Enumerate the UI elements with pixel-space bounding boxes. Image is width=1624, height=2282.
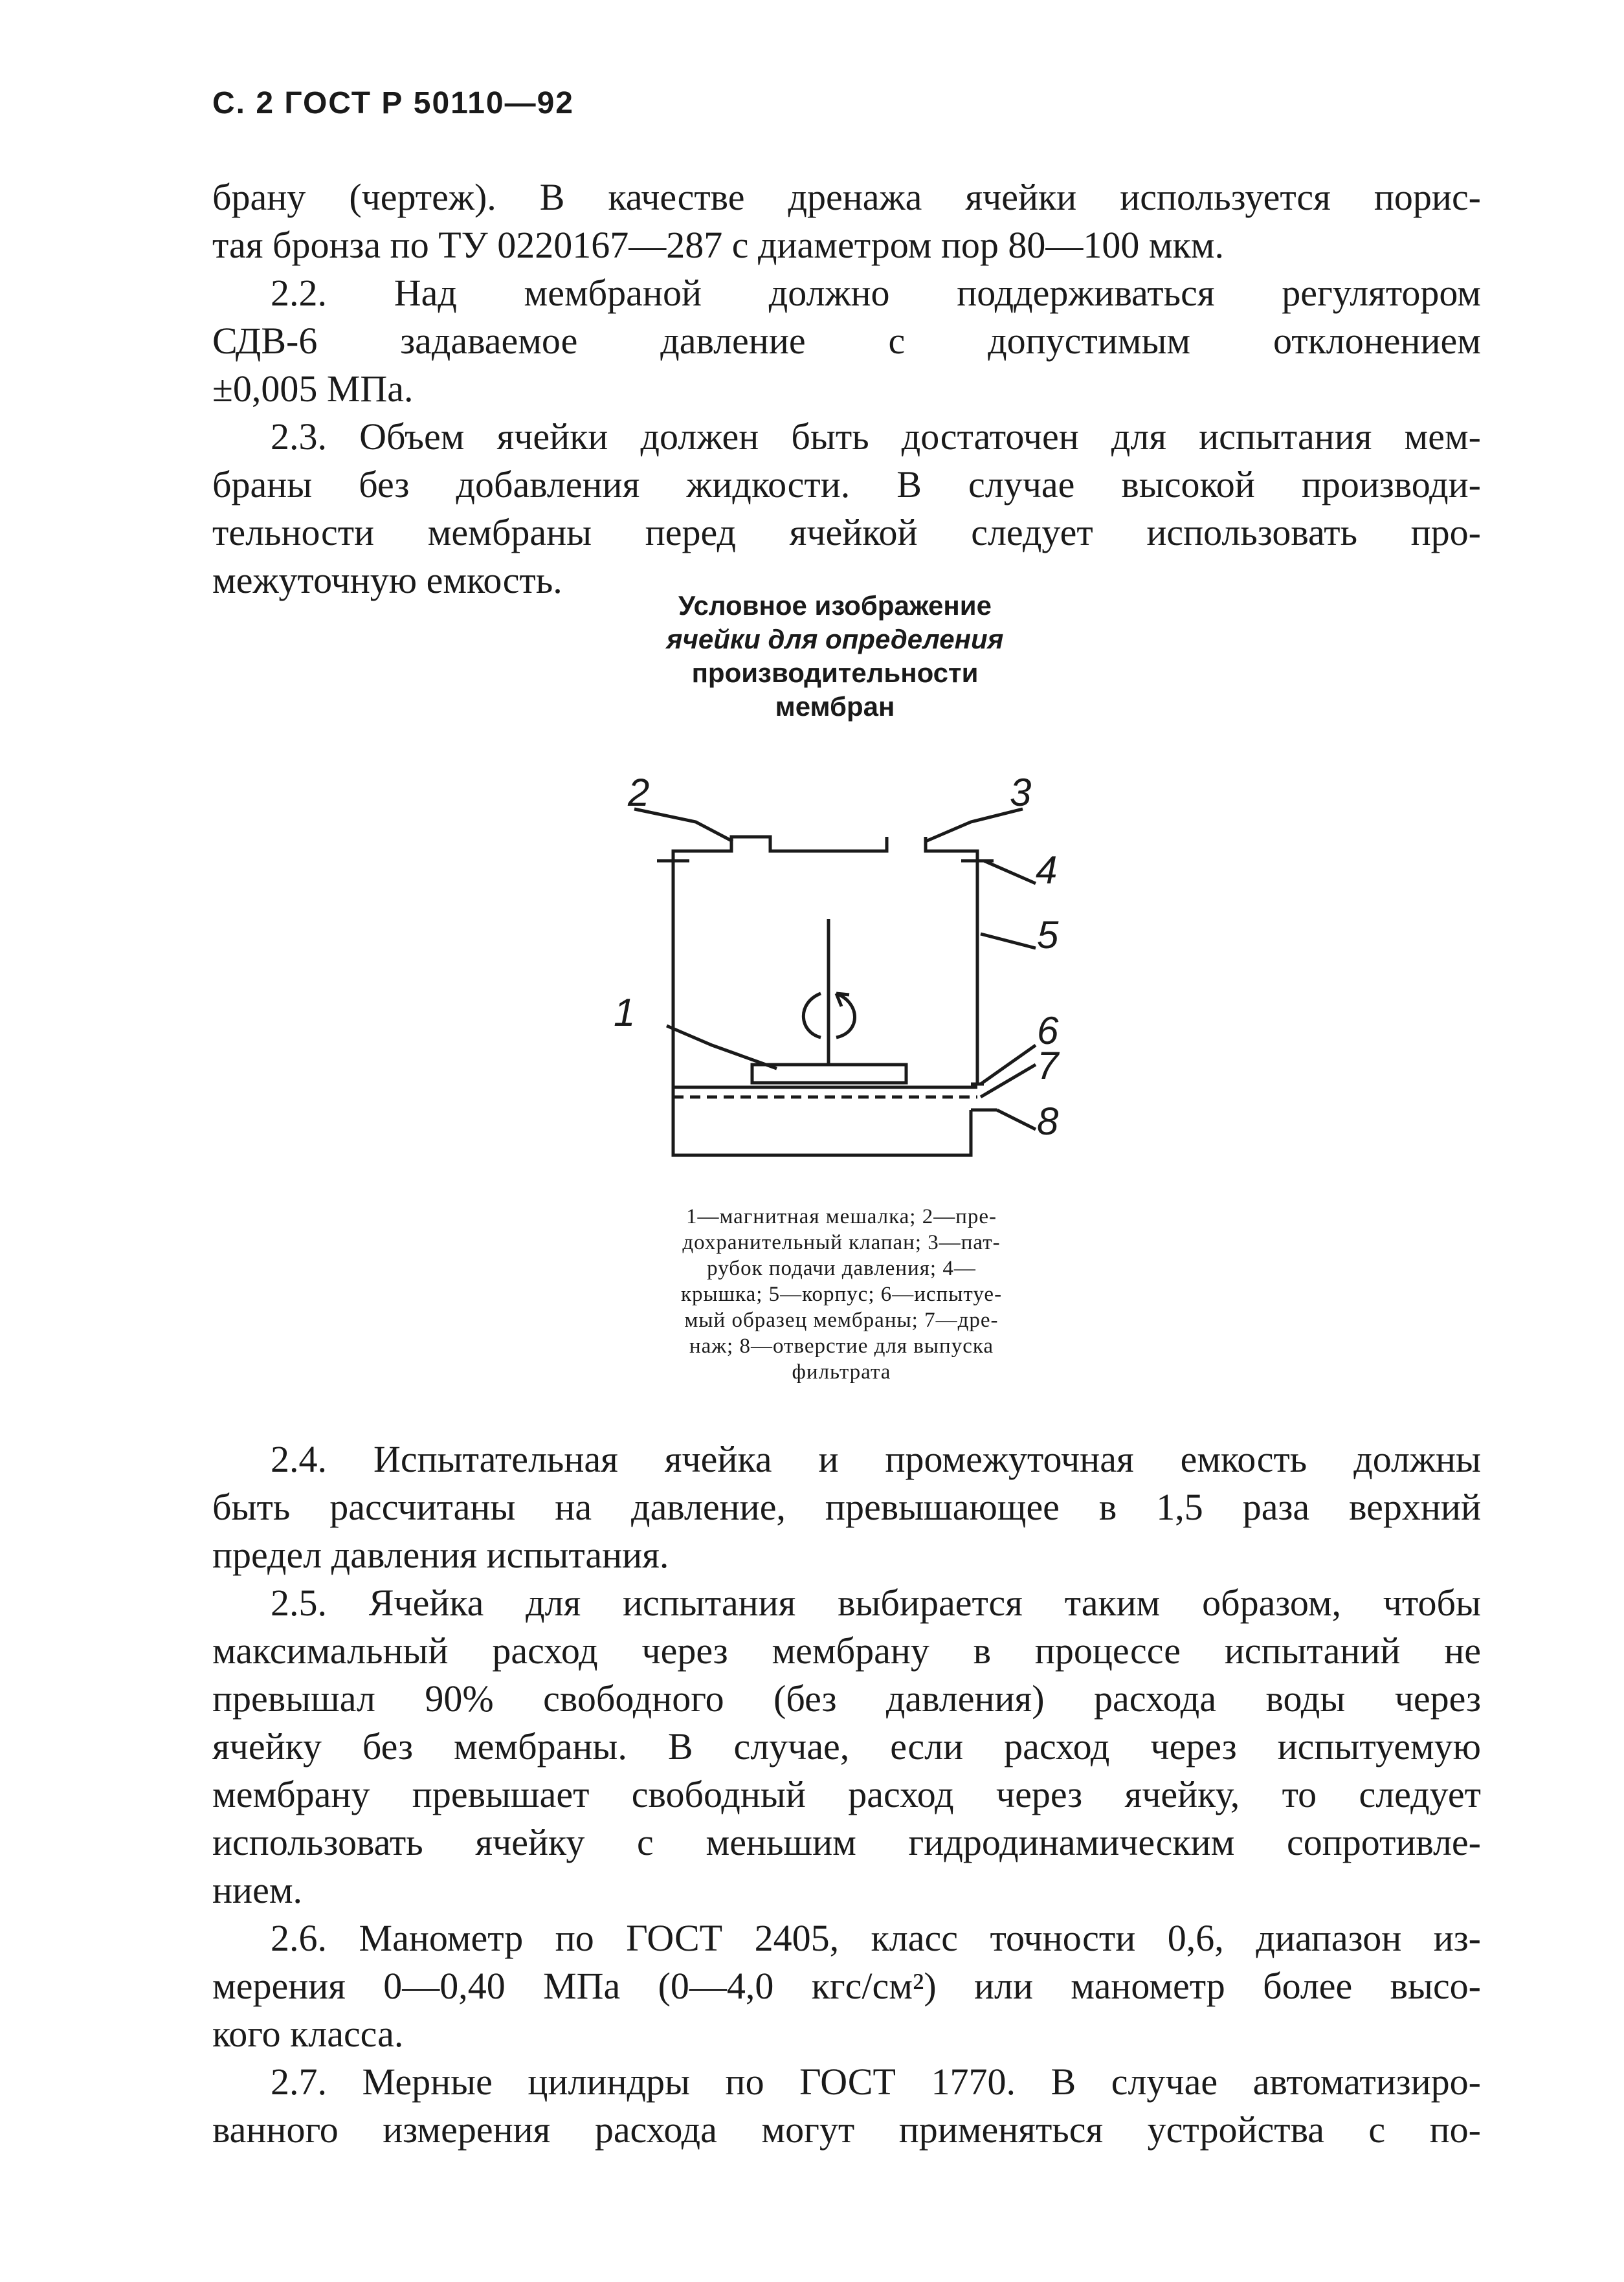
legend-line: мый образец мембраны; 7—дре- — [684, 1309, 999, 1332]
leader-7 — [981, 1065, 1036, 1097]
caption-line: Условное изображение — [678, 590, 992, 621]
legend-line: наж; 8—отверстие для выпуска — [689, 1335, 994, 1358]
legend-line: дохранительный клапан; 3—пат- — [682, 1231, 1001, 1254]
leader-8 — [997, 1110, 1036, 1129]
text-line: брану (чертеж). В качестве дренажа ячейки используется порис- — [212, 176, 1481, 218]
text-line: межуточную емкость. — [212, 559, 562, 601]
text-line: СДВ-6 задаваемое давление с допустимым отклонением — [212, 320, 1481, 362]
label-7: 7 — [1037, 1044, 1059, 1087]
text-line: 2.6. Манометр по ГОСТ 2405, класс точности 0,6, диапазон из- — [271, 1917, 1481, 1959]
figure-legend — [615, 1204, 1068, 1385]
lid-left — [673, 837, 887, 861]
text-line: кого класса. — [212, 2013, 404, 2055]
caption-line: ячейки для определения — [666, 624, 1004, 654]
text-line: 2.2. Над мембраной должно поддерживаться регулятором — [271, 272, 1481, 314]
leader-5 — [981, 934, 1036, 948]
figure-caption — [602, 589, 1068, 724]
caption-line: мембран — [775, 691, 895, 722]
text-line: ±0,005 МПа. — [212, 368, 414, 410]
label-3: 3 — [1010, 771, 1032, 814]
text-line: мембрану превышает свободный расход через ячейку, то следует — [212, 1773, 1481, 1815]
text-line: использовать ячейку с меньшим гидродинамическим сопротивле- — [212, 1821, 1481, 1863]
label-4: 4 — [1036, 848, 1058, 892]
legend-line: фильтрата — [792, 1360, 891, 1384]
legend-line: рубок подачи давления; 4— — [707, 1257, 976, 1280]
caption-line: производительности — [691, 658, 979, 688]
legend-line: 1—магнитная мешалка; 2—пре- — [685, 1205, 997, 1228]
text-line: максимальный расход через мембрану в процессе испытаний не — [212, 1630, 1481, 1672]
text-line: предел давления испытания. — [212, 1534, 669, 1576]
lid-right — [926, 837, 977, 861]
label-6: 6 — [1037, 1009, 1059, 1052]
body-right-wall — [971, 861, 977, 1084]
text-line: ячейку без мембраны. В случае, если расход через испытуемую — [212, 1725, 1481, 1767]
leader-1 — [667, 1026, 777, 1069]
text-line: 2.3. Объем ячейки должен быть достаточен для испытания мем- — [271, 415, 1481, 458]
text-line: тая бронза по ТУ 0220167—287 с диаметром пор 80—100 мкм. — [212, 224, 1224, 266]
legend-line: крышка; 5—корпус; 6—испытуе- — [680, 1283, 1003, 1306]
text-line: быть рассчитаны на давление, превышающее в 1,5 раза верхний — [212, 1486, 1481, 1528]
label-2: 2 — [628, 771, 650, 814]
text-line: мерения 0—0,40 МПа (0—4,0 кгс/см²) или манометр более высо- — [212, 1965, 1481, 2007]
label-1: 1 — [614, 991, 636, 1034]
leader-4 — [984, 861, 1036, 883]
top-text-block — [212, 173, 1481, 604]
label-5: 5 — [1037, 913, 1059, 957]
text-line: превышал 90% свободного (без давления) расхода воды через — [212, 1678, 1481, 1720]
text-line: 2.4. Испытательная ячейка и промежуточная емкость должны — [271, 1438, 1481, 1480]
bottom-text-block — [212, 1435, 1481, 2154]
text-line: нием. — [212, 1869, 303, 1911]
leader-3 — [926, 809, 1023, 841]
text-line: браны без добавления жидкости. В случае высокой производи- — [212, 463, 1481, 505]
text-line: 2.7. Мерные цилиндры по ГОСТ 1770. В случае автоматизиро- — [271, 2061, 1481, 2103]
text-line: 2.5. Ячейка для испытания выбирается таким образом, чтобы — [271, 1582, 1481, 1624]
text-line: ванного измерения расхода могут применяться устройства с по- — [212, 2109, 1481, 2151]
page-header: С. 2 ГОСТ Р 50110—92 — [212, 86, 574, 120]
leader-6 — [981, 1045, 1036, 1084]
label-8: 8 — [1037, 1100, 1059, 1143]
text-line: тельности мембраны перед ячейкой следует использовать про- — [212, 511, 1481, 553]
flange-left — [657, 861, 689, 890]
cell-diagram — [583, 760, 1100, 1181]
body-left-wall — [673, 890, 971, 1155]
